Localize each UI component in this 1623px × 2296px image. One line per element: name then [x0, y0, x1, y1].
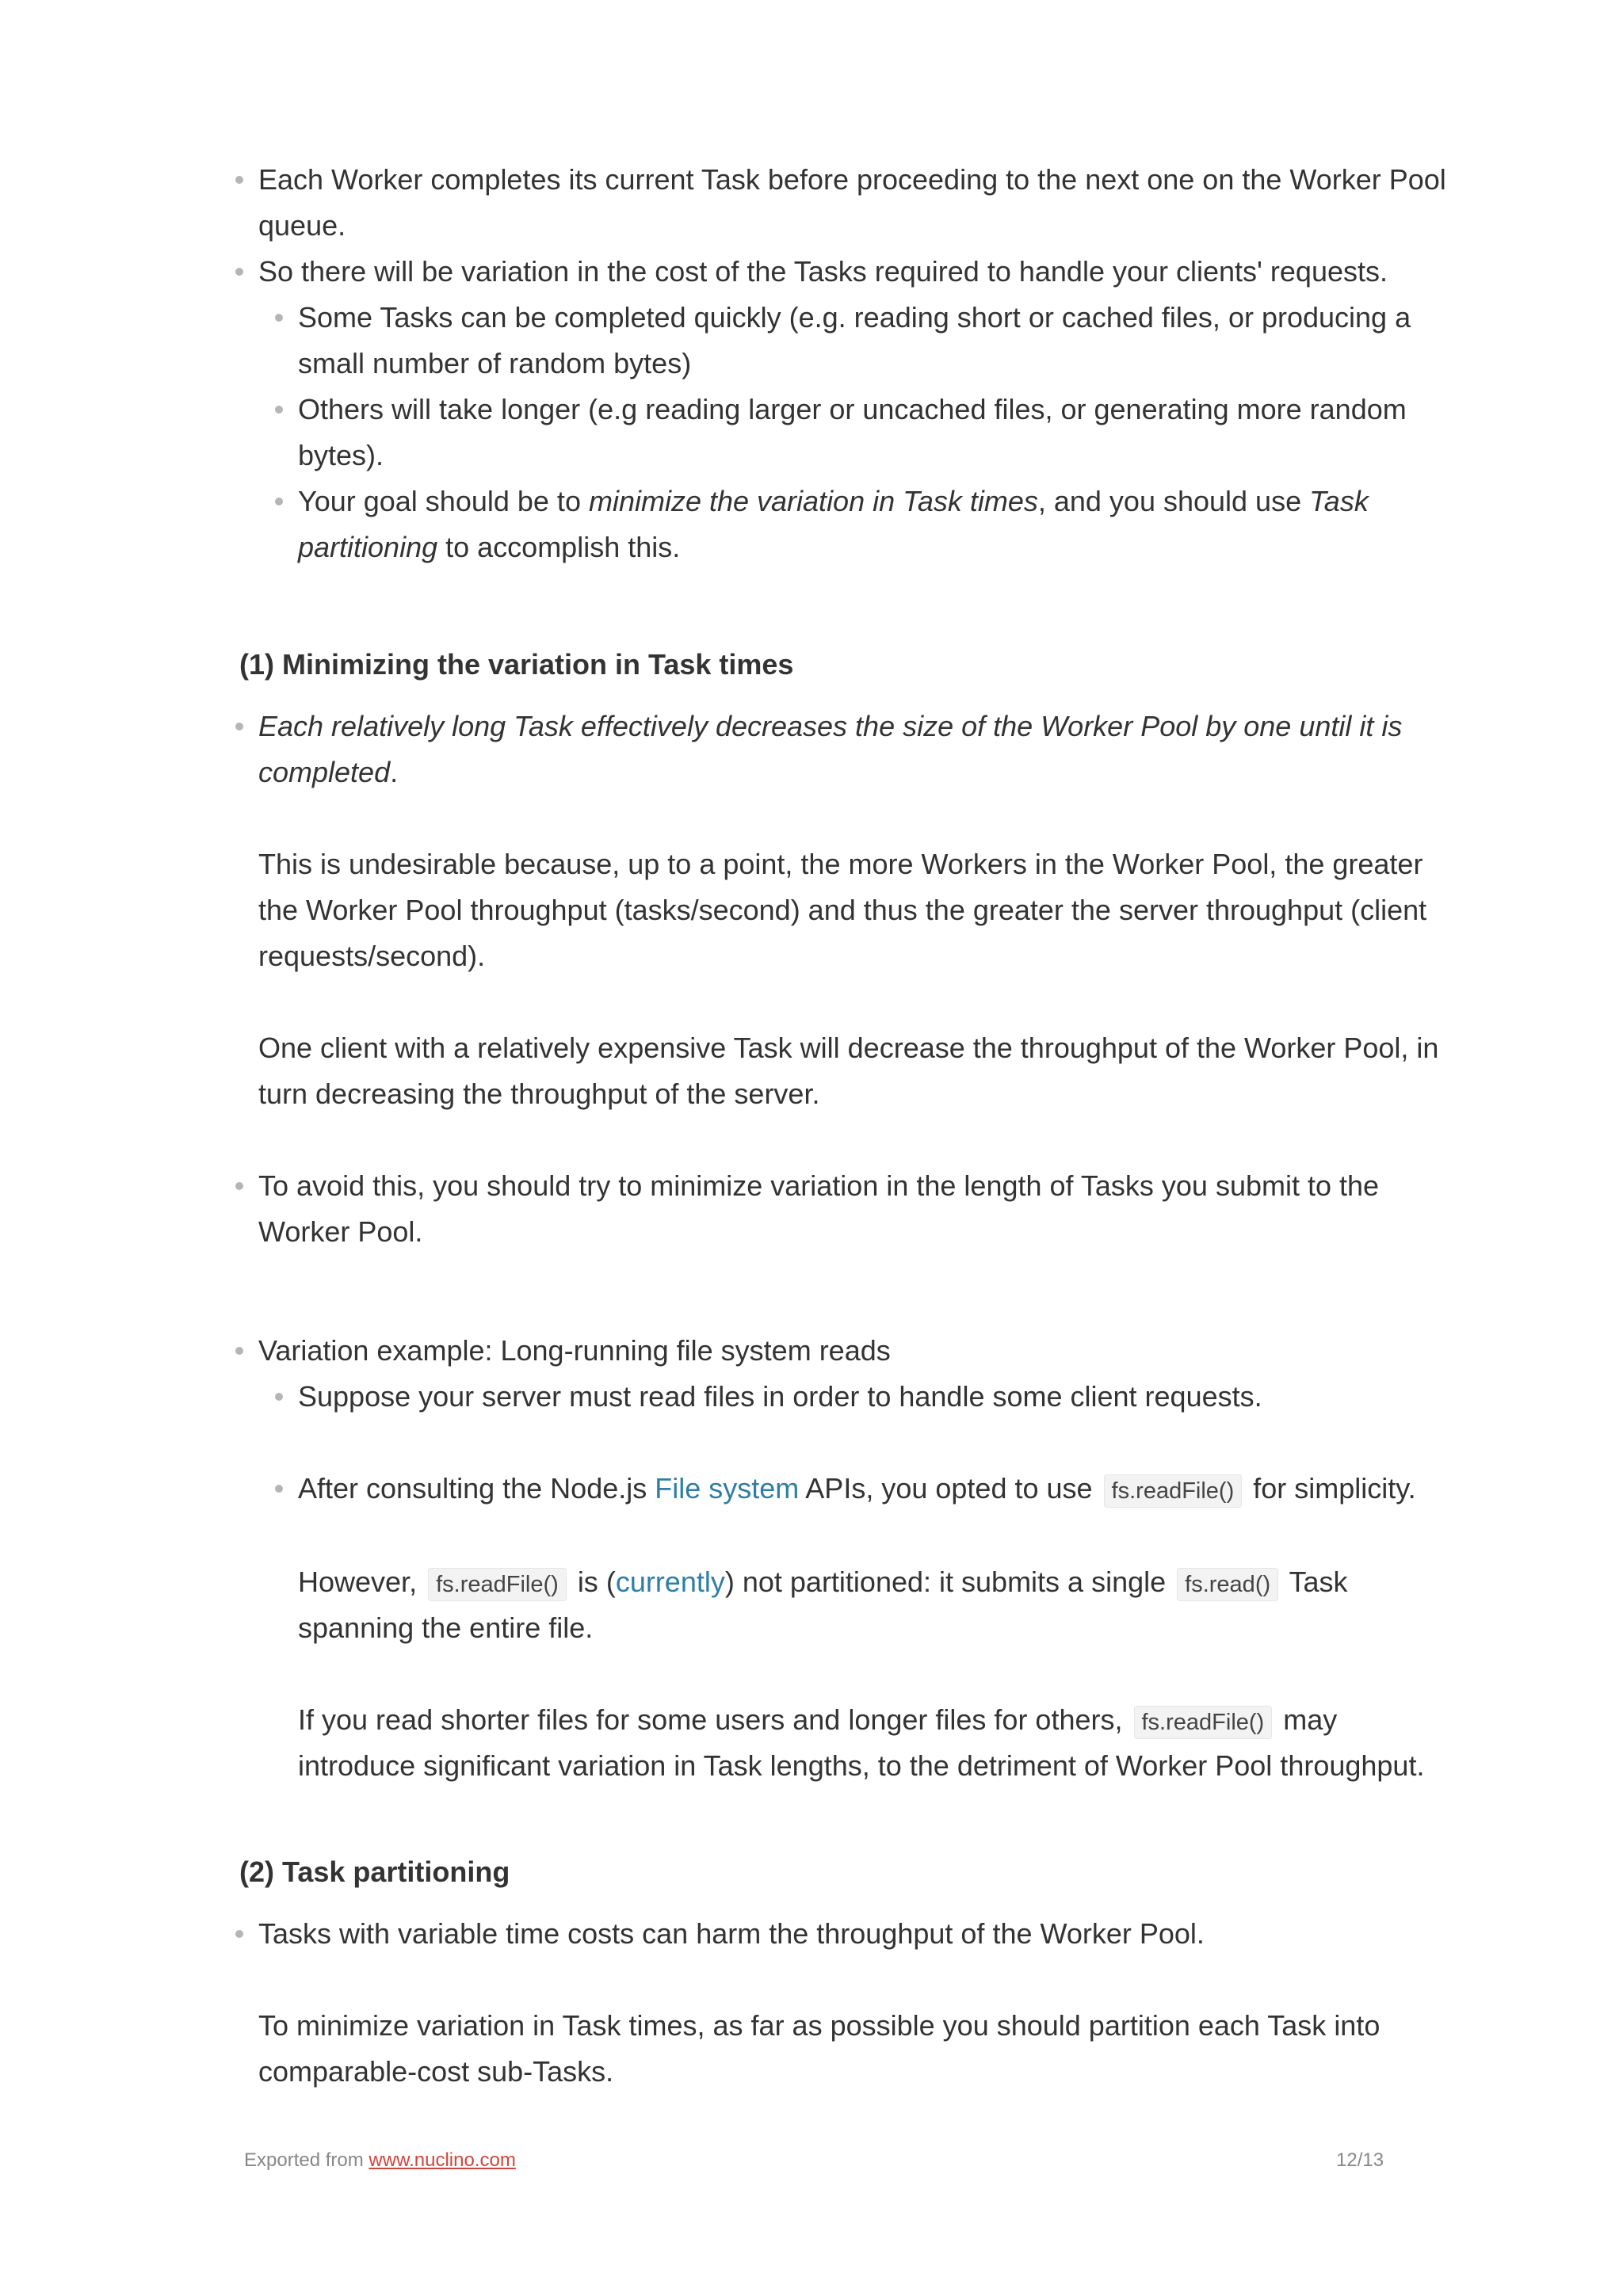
currently-link[interactable]: currently	[615, 1566, 725, 1598]
paragraph-expensive-task-l1: One client with a relatively expensive Task will decrease the throughput of the Worker Pool, in	[258, 1032, 1439, 1064]
section-heading-minimizing: (1) Minimizing the variation in Task times	[239, 648, 794, 681]
file-system-link[interactable]: File system	[655, 1472, 800, 1505]
inline-code: fs.readFile()	[1104, 1474, 1243, 1508]
bullet-dot	[235, 723, 243, 730]
sub-bullet-dot	[275, 406, 283, 414]
page-number: 12/13	[1336, 2149, 1384, 2171]
bullet-worker-completes-l2: queue.	[258, 209, 346, 242]
bullet-variable-costs: Tasks with variable time costs can harm the throughput of the Worker Pool.	[258, 1917, 1205, 1950]
paragraph-undesirable-l3: requests/second).	[258, 940, 486, 972]
inline-code: fs.readFile()	[428, 1568, 567, 1601]
sub-bullet-dot	[275, 498, 283, 505]
sub-bullet-quick-tasks-l2: small number of random bytes)	[298, 347, 692, 379]
paragraph-shorter-files-l1: If you read shorter files for some users and longer files for others, fs.readFile() may	[298, 1697, 1337, 1745]
bullet-dot	[235, 1182, 243, 1190]
sub-bullet-dot	[275, 1393, 283, 1401]
inline-code: fs.read()	[1177, 1568, 1278, 1601]
inline-code: fs.readFile()	[1134, 1706, 1273, 1739]
paragraph-however-l2: spanning the entire file.	[298, 1611, 594, 1644]
paragraph-minimize-l2: comparable-cost sub-Tasks.	[258, 2055, 614, 2088]
sub-bullet-goal-l1: Your goal should be to minimize the variation in Task times, and you should use Task	[298, 485, 1369, 517]
nuclino-link[interactable]: www.nuclino.com	[369, 2149, 516, 2171]
bullet-long-task-l2: completed.	[258, 756, 399, 788]
paragraph-however-l1: However, fs.readFile() is (currently) not partitioned: it submits a single fs.read() Task	[298, 1559, 1348, 1608]
bullet-dot	[235, 176, 243, 184]
paragraph-minimize-l1: To minimize variation in Task times, as far as possible you should partition each Task into	[258, 2009, 1381, 2042]
sub-bullet-suppose: Suppose your server must read files in order to handle some client requests.	[298, 1380, 1262, 1413]
bullet-avoid-l2: Worker Pool.	[258, 1215, 423, 1248]
footer-exported: Exported from www.nuclino.com	[244, 2149, 516, 2171]
bullet-dot	[235, 268, 243, 276]
sub-bullet-dot	[275, 1485, 283, 1493]
sub-bullet-longer-tasks-l2: bytes).	[298, 439, 384, 471]
section-heading-partitioning: (2) Task partitioning	[239, 1855, 510, 1888]
sub-bullet-after-consulting: After consulting the Node.js File system APIs, you opted to use fs.readFile() for simplicity.	[298, 1466, 1416, 1514]
bullet-long-task-l1: Each relatively long Task effectively decreases the size of the Worker Pool by one until it is	[258, 710, 1403, 742]
paragraph-expensive-task-l2: turn decreasing the throughput of the server.	[258, 1077, 820, 1110]
sub-bullet-goal-l2: partitioning to accomplish this.	[298, 531, 681, 563]
bullet-variation-example: Variation example: Long-running file system reads	[258, 1334, 891, 1367]
bullet-dot	[235, 1347, 243, 1355]
paragraph-undesirable-l1: This is undesirable because, up to a point, the more Workers in the Worker Pool, the greater	[258, 848, 1423, 880]
bullet-avoid-l1: To avoid this, you should try to minimize variation in the length of Tasks you submit to the	[258, 1169, 1380, 1202]
sub-bullet-quick-tasks-l1: Some Tasks can be completed quickly (e.g. reading short or cached files, or producing a	[298, 301, 1411, 334]
paragraph-shorter-files-l2: introduce significant variation in Task lengths, to the detriment of Worker Pool throughput.	[298, 1749, 1425, 1782]
bullet-worker-completes-l1: Each Worker completes its current Task before proceeding to the next one on the Worker Pool	[258, 163, 1446, 196]
bullet-variation-cost: So there will be variation in the cost of the Tasks required to handle your clients' requests.	[258, 255, 1388, 288]
paragraph-undesirable-l2: the Worker Pool throughput (tasks/second) and thus the greater the server throughput (client	[258, 894, 1427, 926]
sub-bullet-longer-tasks-l1: Others will take longer (e.g reading larger or uncached files, or generating more random	[298, 393, 1407, 425]
sub-bullet-dot	[275, 314, 283, 322]
bullet-dot	[235, 1930, 243, 1938]
